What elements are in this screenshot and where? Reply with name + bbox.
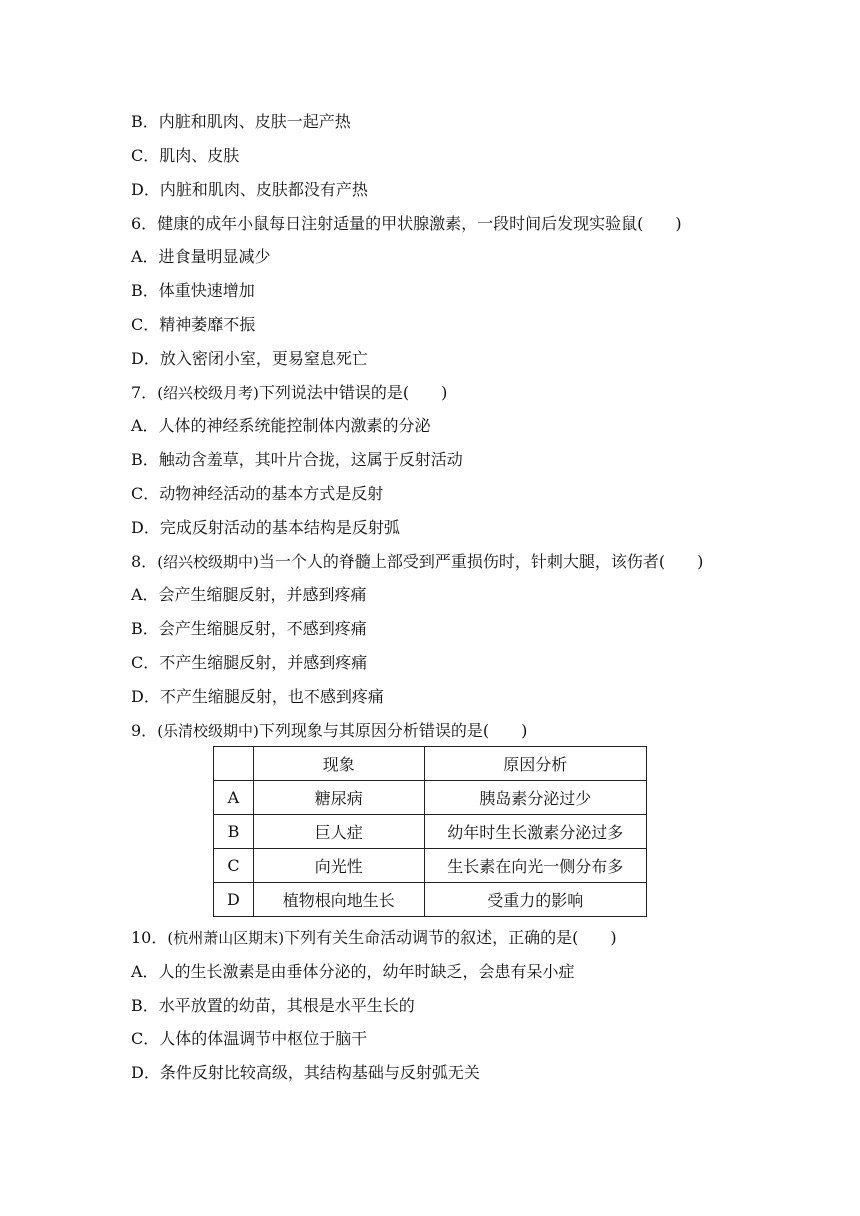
q10-stem [131,928,617,948]
q5-option-b: B．内脏和肌肉、皮肤一起产热 [131,112,351,131]
q9-number: 9． [131,721,158,740]
q5-option-d: D．内脏和肌肉、皮肤都没有产热 [131,180,368,199]
table-cell: 胰岛素分泌过少 [424,781,646,815]
table-header-cell: 现象 [253,747,424,781]
table-cell: 糖尿病 [253,781,424,815]
q10-option-c: C．人体的体温调节中枢位于脑干 [131,1029,368,1048]
q8-option-a: A．会产生缩腿反射，并感到疼痛 [131,585,367,604]
q10-option-d: D．条件反射比较高级，其结构基础与反射弧无关 [131,1063,480,1082]
q7-option-a: A．人体的神经系统能控制体内激素的分泌 [131,416,431,435]
q6-stem: 6．健康的成年小鼠每日注射适量的甲状腺激素，一段时间后发现实验鼠( ) [131,214,682,233]
q8-option-d: D．不产生缩腿反射，也不感到疼痛 [131,687,384,706]
table-header-cell: 原因分析 [424,747,646,781]
q6-option-a: A．进食量明显减少 [131,247,271,266]
table-cell: 受重力的影响 [424,883,646,917]
q6-option-b: B．体重快速增加 [131,281,255,300]
table-cell: 植物根向地生长 [253,883,424,917]
q10-source: (杭州萧山区期末) [167,929,285,947]
table-cell: D [214,883,254,917]
table-row [214,883,647,917]
table-header-cell [214,747,254,781]
q7-text: 下列说法中错误的是( ) [258,383,448,402]
table-cell: 幼年时生长激素分泌过多 [424,815,646,849]
q9-source: (乐清校级期中) [157,722,259,740]
q10-option-a: A．人的生长激素是由垂体分泌的，幼年时缺乏，会患有呆小症 [131,962,575,981]
table-row [214,815,647,849]
q8-option-c: C．不产生缩腿反射，并感到疼痛 [131,653,368,672]
q7-number: 7． [131,383,158,402]
q8-option-b: B．会产生缩腿反射，不感到疼痛 [131,619,367,638]
q8-source: (绍兴校级期中) [157,553,259,571]
q10-option-b: B．水平放置的幼苗，其根是水平生长的 [131,996,415,1015]
q7-source: (绍兴校级月考) [157,384,259,402]
table-row [214,781,647,815]
q9-stem [131,721,527,741]
q7-option-c: C．动物神经活动的基本方式是反射 [131,484,384,503]
q7-option-d: D．完成反射活动的基本结构是反射弧 [131,518,400,537]
q8-stem [131,552,703,572]
q10-text: 下列有关生命活动调节的叙述，正确的是( ) [284,928,617,947]
q5-option-c: C．肌肉、皮肤 [131,146,240,165]
table-cell: 生长素在向光一侧分布多 [424,849,646,883]
table-header-row [214,747,647,781]
table-cell: B [214,815,254,849]
q9-table [213,746,647,917]
q10-number: 10． [131,928,168,947]
table-cell: A [214,781,254,815]
table-row [214,849,647,883]
q7-option-b: B．触动含羞草，其叶片合拢，这属于反射活动 [131,450,463,469]
q9-text: 下列现象与其原因分析错误的是( ) [258,721,528,740]
table-cell: 向光性 [253,849,424,883]
q8-text: 当一个人的脊髓上部受到严重损伤时，针刺大腿，该伤者( ) [258,552,704,571]
q6-option-c: C．精神萎靡不振 [131,315,256,334]
q8-number: 8． [131,552,158,571]
table-cell: 巨人症 [253,815,424,849]
q6-option-d: D．放入密闭小室，更易窒息死亡 [131,349,368,368]
q7-stem [131,383,447,403]
table-cell: C [214,849,254,883]
